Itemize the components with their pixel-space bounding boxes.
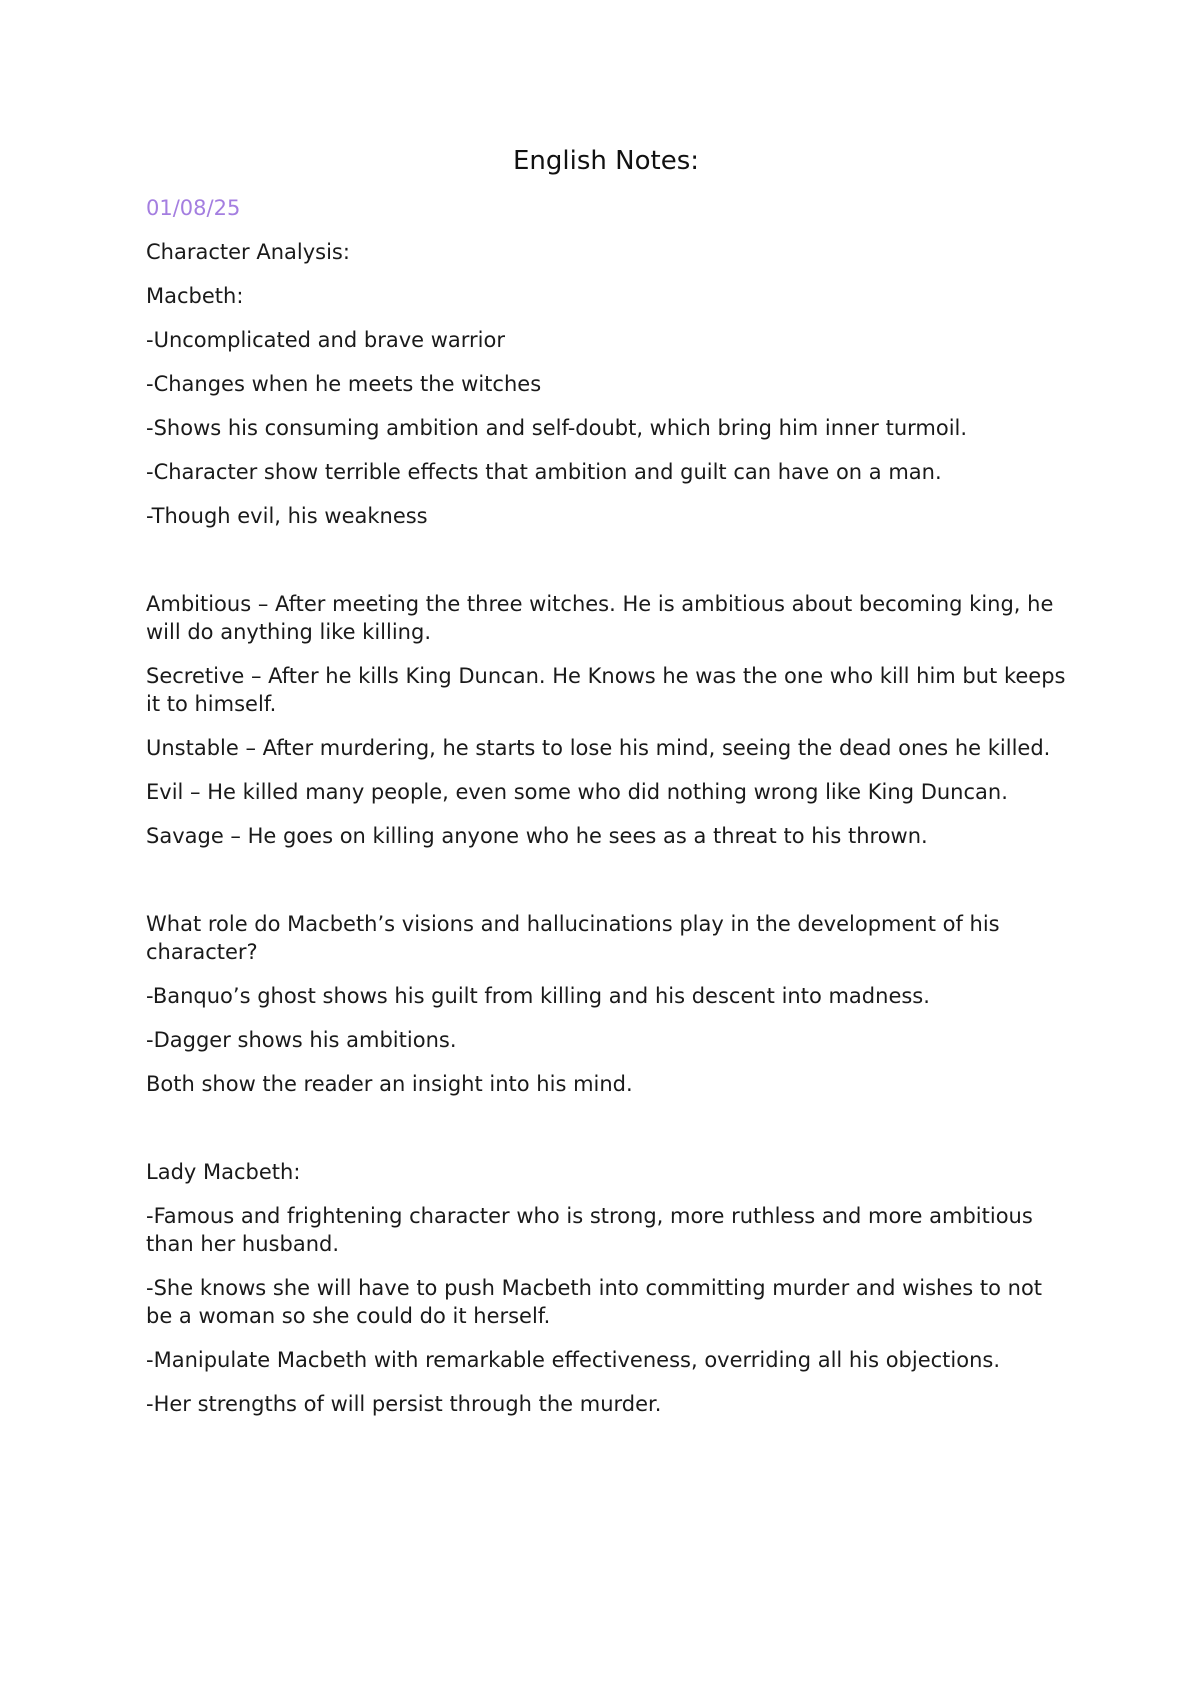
trait-savage: Savage – He goes on killing anyone who he sees as a threat to his thrown. <box>146 824 928 848</box>
note-line: -Uncomplicated and brave warrior <box>146 328 505 352</box>
trait-ambitious: Ambitious – After meeting the three witches. He is ambitious about becoming king, he will do anything like killing. <box>146 592 1054 644</box>
note-line: -Dagger shows his ambitions. <box>146 1028 457 1052</box>
character-heading-lady-macbeth: Lady Macbeth: <box>146 1160 301 1184</box>
document-page <box>146 0 1066 1696</box>
note-line: -She knows she will have to push Macbeth into committing murder and wishes to not be a woman so she could do it herself. <box>146 1276 1043 1328</box>
note-line: -Her strengths of will persist through the murder. <box>146 1392 662 1416</box>
blank-line <box>146 546 1066 574</box>
note-line: -Banquo’s ghost shows his guilt from killing and his descent into madness. <box>146 984 930 1008</box>
trait-unstable: Unstable – After murdering, he starts to lose his mind, seeing the dead ones he killed. <box>146 736 1051 760</box>
trait-secretive: Secretive – After he kills King Duncan. He Knows he was the one who kill him but keeps it to himself. <box>146 664 1066 716</box>
note-line: -Character show terrible effects that ambition and guilt can have on a man. <box>146 460 942 484</box>
document-date: 01/08/25 <box>146 196 241 220</box>
trait-evil: Evil – He killed many people, even some who did nothing wrong like King Duncan. <box>146 780 1008 804</box>
document-body <box>146 238 1066 1434</box>
note-line: -Changes when he meets the witches <box>146 372 542 396</box>
blank-line <box>146 1114 1066 1142</box>
note-line: -Though evil, his weakness <box>146 504 428 528</box>
section-heading-character-analysis: Character Analysis: <box>146 240 350 264</box>
note-line: -Shows his consuming ambition and self-doubt, which bring him inner turmoil. <box>146 416 968 440</box>
note-line: -Famous and frightening character who is strong, more ruthless and more ambitious than her husband. <box>146 1204 1033 1256</box>
note-line: Both show the reader an insight into his mind. <box>146 1072 633 1096</box>
note-line: -Manipulate Macbeth with remarkable effectiveness, overriding all his objections. <box>146 1348 1001 1372</box>
document-title: English Notes: <box>513 146 699 176</box>
character-heading-macbeth: Macbeth: <box>146 284 244 308</box>
blank-line <box>146 866 1066 894</box>
question-visions: What role do Macbeth’s visions and hallucinations play in the development of his character? <box>146 912 1000 964</box>
